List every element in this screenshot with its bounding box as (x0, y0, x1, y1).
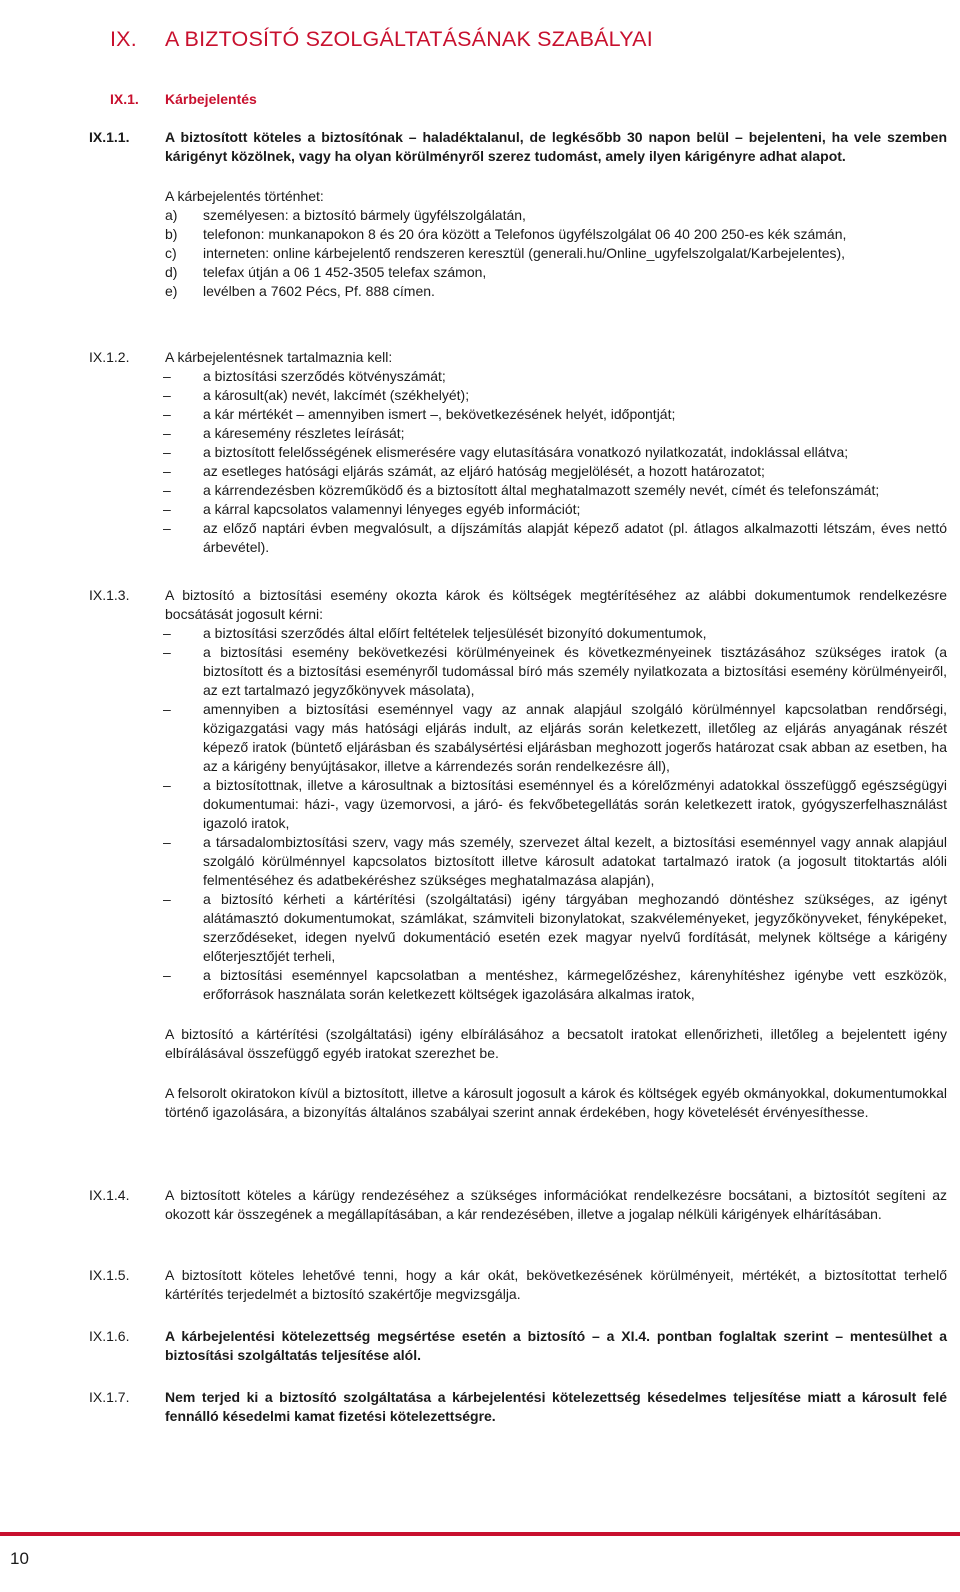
paragraph: A biztosító a kártérítési (szolgáltatási) igény elbírálásához a becsatolt iratokat ellenőrizheti, illetőleg a bejelentett igény elbírálásával összefüggő egyéb iratokat szerezhet be. (165, 1026, 947, 1061)
clause-label: IX.1.7. (89, 1389, 130, 1405)
dash-marker: – (163, 368, 171, 384)
clause-label: IX.1.2. (89, 349, 130, 365)
clause-label: IX.1.5. (89, 1267, 130, 1283)
dash-marker: – (163, 444, 171, 460)
list-item-text: a biztosítottnak, illetve a károsultnak a biztosítási eseménnyel és a kórelőzményi adatokkal összefüggő egészségügyi dokumentumai: házi-, vagy üzemorvosi, a járó- és fekvőbetegellátás során keletkezett iratok, gyógyszerfelhasználást igazoló iratok, (203, 777, 947, 831)
list-item-text: telefonon: munkanapokon 8 és 20 óra között a Telefonos ügyfélszolgálat 06 40 200 250-es kék számán, (203, 226, 847, 242)
list-item (165, 405, 947, 424)
list-marker: c) (165, 245, 177, 261)
dash-marker: – (163, 482, 171, 498)
dash-marker: – (163, 625, 171, 641)
dash-marker: – (163, 501, 171, 517)
list-item-text: levélben a 7602 Pécs, Pf. 888 címen. (203, 283, 435, 299)
section-number: IX.1. (110, 91, 139, 107)
list-item-text: a kár mértékét – amennyiben ismert –, bekövetkezésének helyét, időpontját; (203, 406, 676, 422)
list-marker: a) (165, 207, 178, 223)
paragraph: A felsorolt okiratokon kívül a biztosított, illetve a károsult jogosult a károk és költségek egyéb okmányokkal, dokumentumokkal történő igazolására, a bizonyítás általános szabályai szerint annak érdekében, hogy követelését érvényesíthesse. (165, 1085, 947, 1120)
dash-marker: – (163, 425, 171, 441)
list-item (165, 890, 947, 966)
list-item (165, 624, 947, 643)
dash-marker: – (163, 463, 171, 479)
list-item-text: interneten: online kárbejelentő rendszeren keresztül (generali.hu/Online_ugyfelszolgalat/Karbejelentes), (203, 245, 846, 261)
list-item (165, 643, 947, 700)
list-item-text: a biztosító kérheti a kártérítési (szolgáltatási) igény tárgyában meghozandó döntéshez szükséges, az igényt alátámasztó dokumentumokat, számlákat, számviteli bizonylatokat, szakvéleményeket, jegyzőkönyveket, fényképeket, szerződéseket, idegen nyelvű dokumentáció esetén ezek magyar nyelvű fordítását, melynek költsége a kárigény előterjesztőjét terheli, (203, 891, 947, 964)
list-item-text: a biztosítási esemény bekövetkezési körülményeinek és következményeinek tisztázásához szükséges iratok (a biztosított és a biztosítási eseményről tudomással bíró más személy nyilatkozata a biztosítási esemény körülményeiről, az ezt tartalmazó jegyzőkönyvek másolata), (203, 644, 947, 698)
list-item (165, 519, 947, 557)
list-item (165, 481, 947, 500)
list-item-text: a kárrendezésben közreműködő és a biztosított által meghatalmazott személy nevét, címét és telefonszámát; (203, 482, 880, 498)
claim-contents-list (165, 367, 947, 557)
dash-marker: – (163, 834, 171, 850)
list-item (165, 244, 947, 263)
list-item (165, 367, 947, 386)
dash-marker: – (163, 777, 171, 793)
list-intro: A kárbejelentés történhet: (165, 188, 324, 204)
list-item (165, 776, 947, 833)
clause-label: IX.1.4. (89, 1187, 130, 1203)
page-number: 10 (10, 1549, 29, 1568)
list-item (165, 206, 947, 225)
dash-marker: – (163, 406, 171, 422)
list-item (165, 833, 947, 890)
dash-marker: – (163, 701, 171, 717)
list-item (165, 700, 947, 776)
list-item-text: a biztosított felelősségének elismerésére vagy elutasítására vonatkozó nyilatkozatát, indoklással ellátva; (203, 444, 849, 460)
list-item-text: amennyiben a biztosítási eseménnyel vagy az annak alapjául szolgáló körülménnyel kapcsolatban rendőrségi, közigazgatási vagy más hatósági eljárás indult, az eljárás során keletkezett, illetőleg az eljárás anyagának részét képező iratok (büntető eljárásban és szabálysértési eljárásban meghozott jogerős határozat csak abban az esetben, ha az a kárigény benyújtásakor, illetve a kárrendezés során rendelkezésre áll), (203, 701, 947, 774)
notification-methods-list (165, 206, 947, 301)
clause-label: IX.1.1. (89, 129, 130, 145)
dash-marker: – (163, 387, 171, 403)
clause-text: A biztosított köteles a biztosítónak – haladéktalanul, de legkésőbb 30 napon belül – bejelenteni, ha vele szemben kárigényt közölnek, vagy ha olyan körülményről szerez tudomást, amely ilyen kárigényre adhat alapot. (165, 129, 947, 164)
list-item-text: személyesen: a biztosító bármely ügyfélszolgálatán, (203, 207, 526, 223)
list-marker: e) (165, 283, 178, 299)
dash-marker: – (163, 891, 171, 907)
dash-marker: – (163, 967, 171, 983)
list-marker: b) (165, 226, 178, 242)
list-item-text: a biztosítási szerződés által előírt feltételek teljesülését bizonyító dokumentumok, (203, 625, 707, 641)
footer-rule (0, 1532, 960, 1536)
list-item (165, 424, 947, 443)
list-item (165, 462, 947, 481)
list-item-text: az esetleges hatósági eljárás számát, az eljáró hatóság megjelölését, a hozott határozatot; (203, 463, 765, 479)
list-marker: d) (165, 264, 178, 280)
list-item (165, 225, 947, 244)
list-item-text: a károsult(ak) nevét, lakcímét (székhelyét); (203, 387, 470, 403)
list-item-text: a biztosítási eseménnyel kapcsolatban a mentéshez, kármegelőzéshez, kárenyhítéshez igénybe vett eszközök, erőforrások használata során keletkezett költségek igazolására alkalmas iratok, (203, 967, 947, 1002)
list-item (165, 443, 947, 462)
clause-label: IX.1.3. (89, 587, 130, 603)
section-title: Kárbejelentés (165, 91, 257, 107)
list-intro: A kárbejelentésnek tartalmaznia kell: (165, 349, 393, 365)
clause-text: A biztosított köteles a kárügy rendezéséhez a szükséges információkat rendelkezésre bocsátani, a biztosítót segíteni az okozott kár összegének a megállapításában, a kár rendezésében, illetve a jogalap nélküli kárigények elhárításában. (165, 1187, 947, 1222)
chapter-title: A BIZTOSÍTÓ SZOLGÁLTATÁSÁNAK SZABÁLYAI (165, 27, 653, 51)
list-item (165, 282, 947, 301)
documents-list (165, 624, 947, 1004)
list-item-text: a káresemény részletes leírását; (203, 425, 405, 441)
list-item (165, 500, 947, 519)
list-item (165, 386, 947, 405)
list-item-text: a biztosítási szerződés kötvényszámát; (203, 368, 446, 384)
list-item-text: a kárral kapcsolatos valamennyi lényeges egyéb információt; (203, 501, 581, 517)
list-intro: A biztosító a biztosítási esemény okozta károk és költségek megtérítéséhez az alábbi dokumentumok rendelkezésre bocsátását jogosult kérni: (165, 587, 947, 622)
list-item (165, 263, 947, 282)
clause-text: A kárbejelentési kötelezettség megsértése esetén a biztosító – a XI.4. pontban foglaltak szerint – mentesülhet a biztosítási szolgáltatás teljesítése alól. (165, 1328, 947, 1363)
chapter-heading (110, 27, 653, 52)
dash-marker: – (163, 520, 171, 536)
clause-label: IX.1.6. (89, 1328, 130, 1344)
clause-text: A biztosított köteles lehetővé tenni, hogy a kár okát, bekövetkezésének körülményeit, mértékét, a biztosítottat terhelő kártérítés terjedelmét a biztosító szakértője megvizsgálja. (165, 1267, 947, 1302)
list-item (165, 966, 947, 1004)
list-item-text: telefax útján a 06 1 452-3505 telefax számon, (203, 264, 487, 280)
list-item-text: a társadalombiztosítási szerv, vagy más személy, szervezet által kezelt, a biztosítási eseménnyel vagy annak alapjául szolgáló körülménnyel kapcsolatos biztosított illetve károsult adatokat tartalmazó iratok (a jogosult titoktartás alóli felmentéséhez és adatbekéréshez szükséges meghatalmazása alapján), (203, 834, 947, 888)
clause-text: Nem terjed ki a biztosító szolgáltatása a kárbejelentési kötelezettség késedelmes teljesítése miatt a károsult felé fennálló késedelmi kamat fizetési kötelezettségre. (165, 1389, 947, 1424)
chapter-number: IX. (110, 27, 137, 51)
list-item-text: az előző naptári évben megvalósult, a díjszámítás alapját képező adatot (pl. átlagos alkalmazotti létszám, éves nettó árbevétel). (203, 520, 947, 555)
dash-marker: – (163, 644, 171, 660)
